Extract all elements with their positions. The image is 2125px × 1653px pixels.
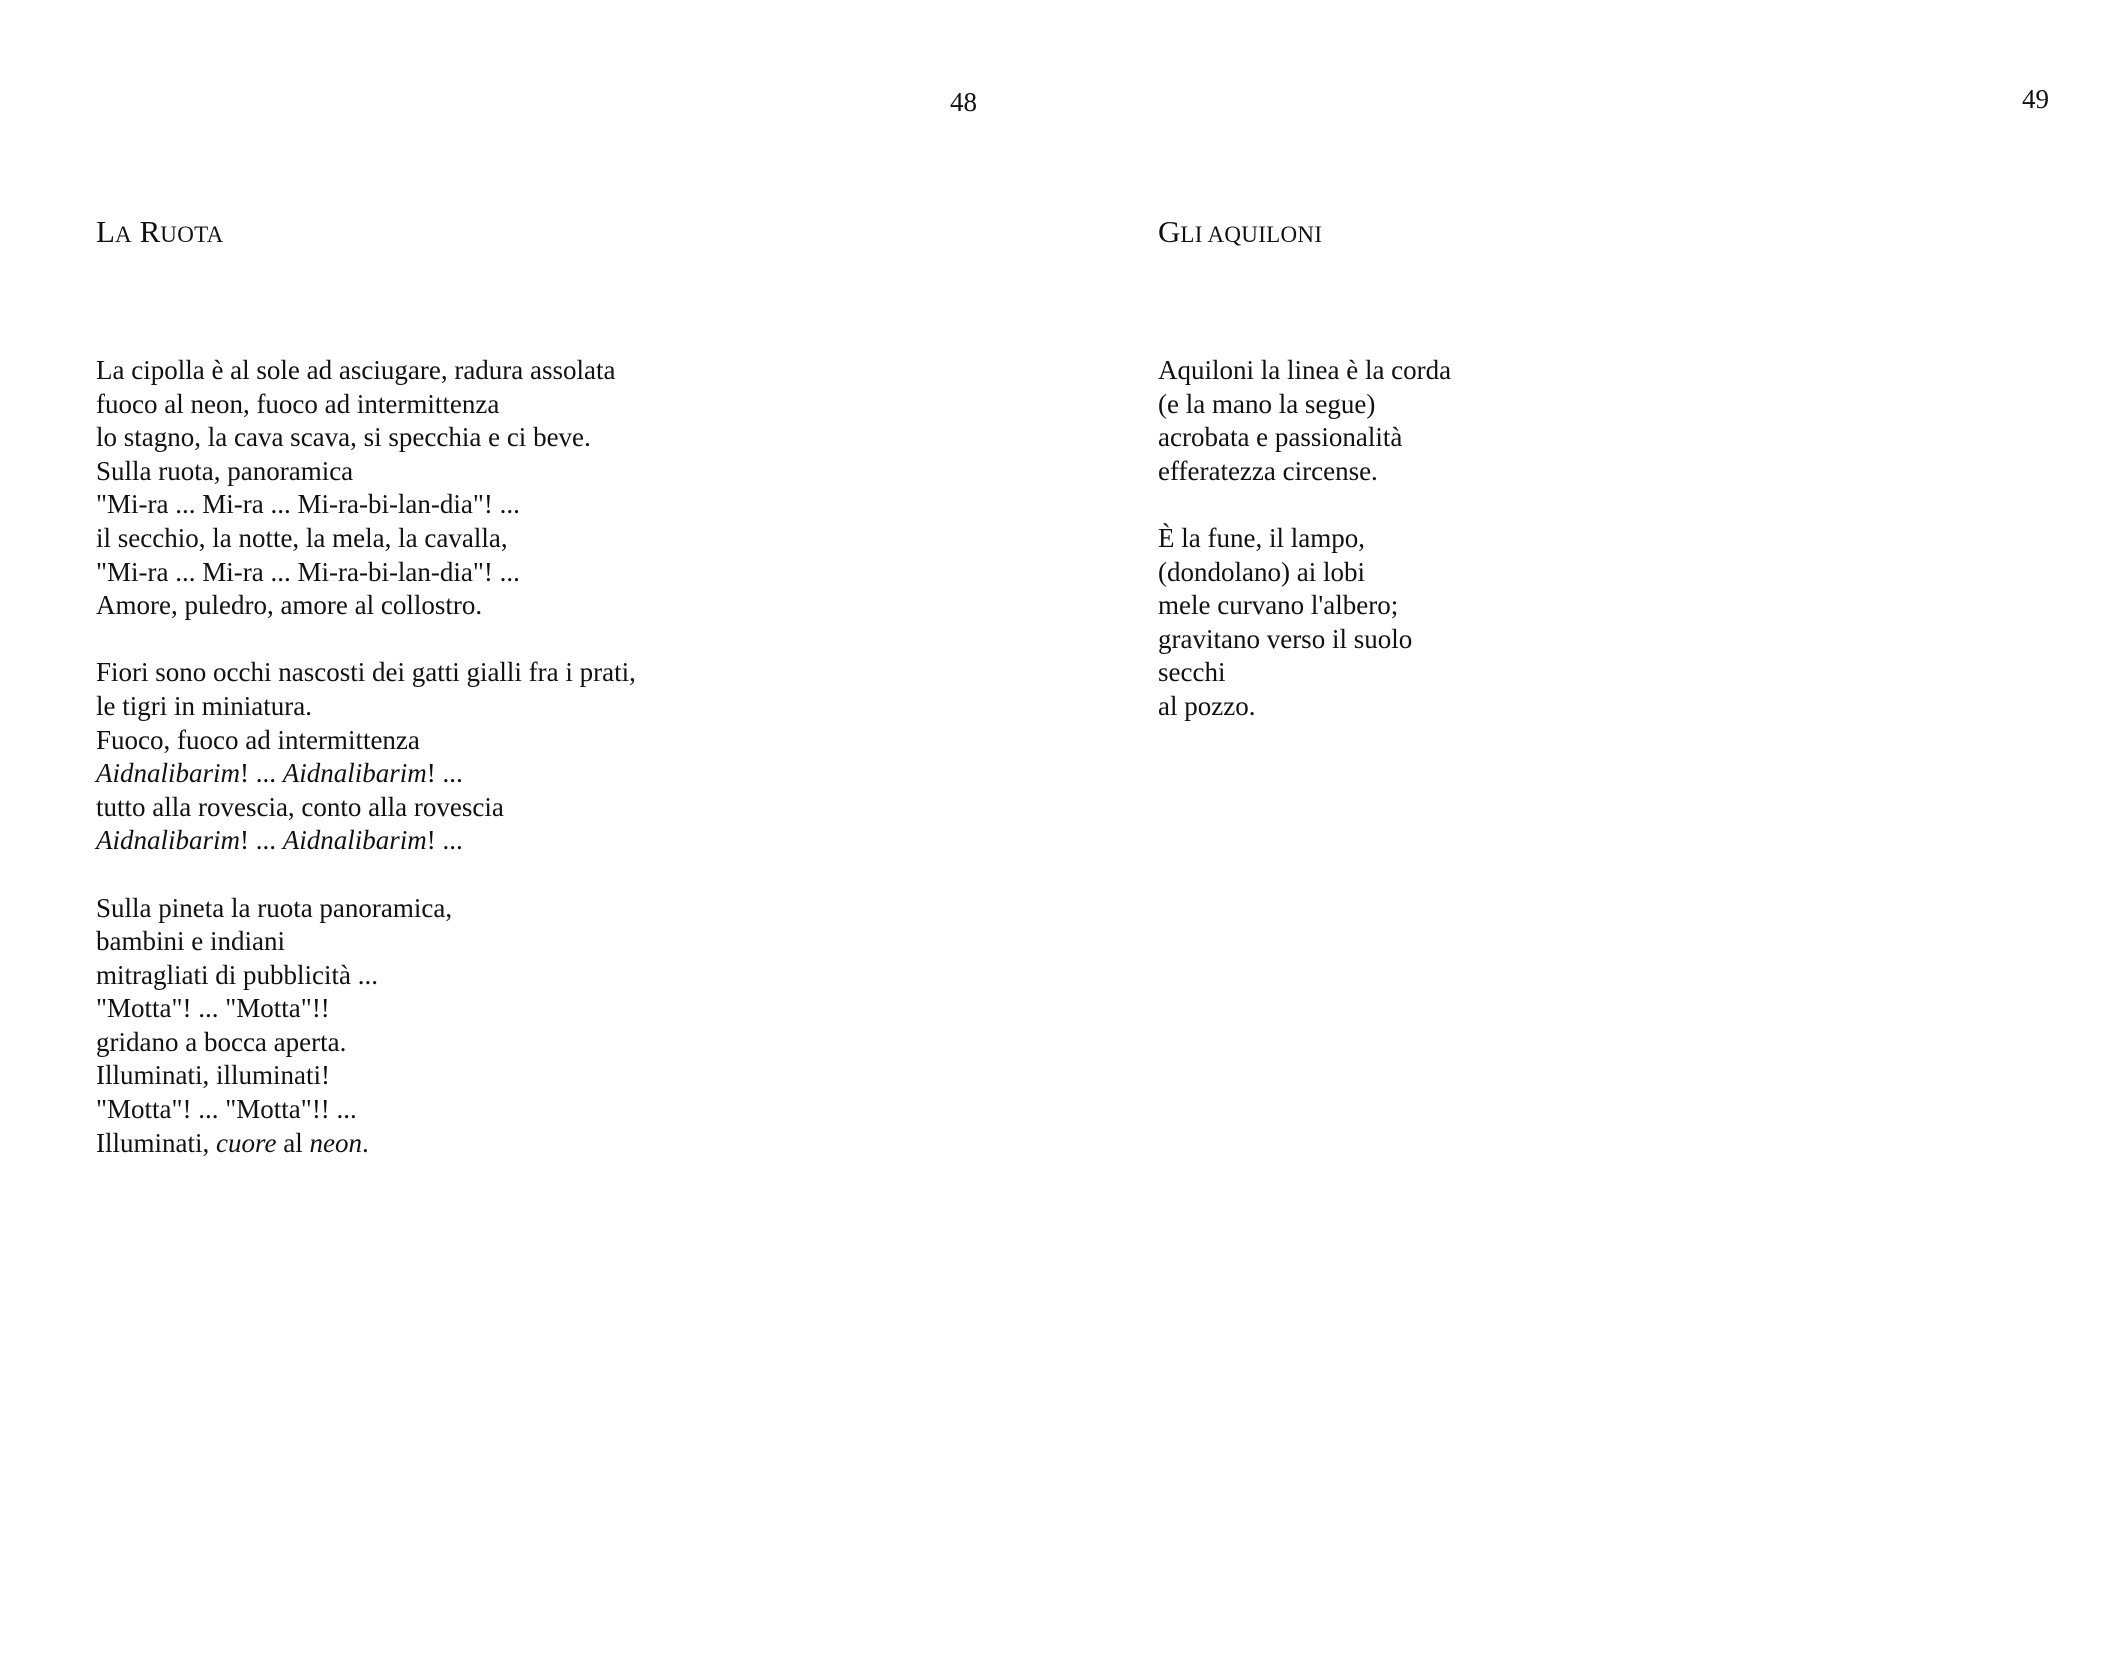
title-smallcaps: LI AQUILONI (1180, 222, 1323, 247)
poem-line (96, 488, 636, 522)
poem-line (1158, 690, 1451, 724)
title-initial: G (1158, 214, 1181, 249)
line-text: ! ... (426, 758, 463, 789)
stanza (1158, 522, 1451, 724)
poem-line (96, 556, 636, 590)
line-text: gravitano verso il suolo (1158, 623, 1413, 654)
line-text: ! ... (240, 825, 283, 856)
line-text: . (361, 1127, 369, 1158)
line-text: La cipolla è al sole ad asciugare, radura assolata (96, 355, 616, 385)
stanza (1158, 354, 1451, 488)
poem-line (96, 757, 636, 791)
line-text: ! ... (240, 758, 283, 789)
poem-line (96, 1093, 636, 1127)
poem-line (96, 1127, 636, 1161)
line-text: "Motta"! ... "Motta"!! (96, 993, 330, 1024)
line-text: (e la mano la segue) (1158, 388, 1376, 419)
poem-line (96, 589, 636, 623)
line-text: Fuoco, fuoco ad intermittenza (96, 724, 420, 755)
line-text: il secchio, la notte, la mela, la cavalla, (96, 522, 508, 553)
line-text: mele curvano l'albero; (1158, 590, 1399, 621)
poem-line (1158, 421, 1451, 455)
poem-title-la-ruota (96, 214, 224, 253)
stanza (96, 892, 636, 1161)
poem-line (96, 656, 636, 690)
line-text: al pozzo. (1158, 690, 1256, 721)
italic-text: neon (309, 1127, 362, 1158)
line-text: Illuminati, (96, 1127, 216, 1158)
title-smallcaps: A (114, 222, 132, 247)
poem-line (96, 925, 636, 959)
left-page (0, 0, 1062, 1653)
page-number-left: 48 (950, 87, 977, 117)
poem-line (1158, 388, 1451, 422)
poem-line (96, 892, 636, 926)
poem-line (96, 455, 636, 489)
poem-line (1158, 556, 1451, 590)
poem-line (96, 690, 636, 724)
title-smallcaps: UOTA (160, 222, 224, 247)
poem-line (96, 421, 636, 455)
italic-text: Aidnalibarim (96, 825, 241, 856)
line-text: al (276, 1127, 310, 1158)
stanza (96, 354, 636, 623)
line-text: Fiori sono occhi nascosti dei gatti gialli fra i prati, (96, 657, 636, 688)
line-text: efferatezza circense. (1158, 455, 1378, 486)
line-text: "Mi-ra ... Mi-ra ... Mi-ra-bi-lan-dia"! ... (96, 489, 520, 520)
line-text: "Mi-ra ... Mi-ra ... Mi-ra-bi-lan-dia"! ... (96, 556, 520, 587)
line-text: fuoco al neon, fuoco ad intermittenza (96, 388, 500, 419)
poem-line (1158, 522, 1451, 556)
poem-line (96, 824, 636, 858)
poem-line (1158, 354, 1451, 388)
line-text: Sulla pineta la ruota panoramica, (96, 892, 453, 923)
line-text: (dondolano) ai lobi (1158, 556, 1365, 587)
stanza (96, 656, 636, 858)
poem-line (96, 522, 636, 556)
line-text: lo stagno, la cava scava, si specchia e ci beve. (96, 422, 591, 453)
poem-line (1158, 455, 1451, 489)
line-text: le tigri in miniatura. (96, 690, 312, 721)
line-text: Amore, puledro, amore al collostro. (96, 590, 483, 621)
line-text: bambini e indiani (96, 926, 285, 957)
title-initial: R (139, 214, 161, 249)
line-text: Aquiloni la linea è la corda (1158, 355, 1452, 385)
line-text: È la fune, il lampo, (1158, 522, 1365, 553)
poem-body-la-ruota (96, 354, 636, 1194)
poem-line (96, 1026, 636, 1060)
line-text: acrobata e passionalità (1158, 422, 1403, 453)
poem-line (96, 354, 636, 388)
page-number-right: 49 (2022, 84, 2049, 114)
italic-text: Aidnalibarim (282, 825, 427, 856)
italic-text: Aidnalibarim (96, 758, 241, 789)
line-text: "Motta"! ... "Motta"!! ... (96, 1094, 357, 1125)
italic-text: Aidnalibarim (282, 758, 427, 789)
poem-line (96, 791, 636, 825)
poem-line (1158, 656, 1451, 690)
poem-line (96, 959, 636, 993)
title-initial: L (96, 214, 115, 249)
line-text: tutto alla rovescia, conto alla rovescia (96, 791, 504, 822)
italic-text: cuore (215, 1127, 277, 1158)
poem-body-gli-aquiloni (1158, 354, 1451, 757)
poem-line (96, 724, 636, 758)
line-text: Illuminati, illuminati! (96, 1060, 330, 1091)
right-page (1062, 0, 2125, 1653)
line-text: secchi (1158, 657, 1226, 688)
line-text: Sulla ruota, panoramica (96, 455, 354, 486)
poem-line (1158, 623, 1451, 657)
poem-line (96, 1059, 636, 1093)
line-text: gridano a bocca aperta. (96, 1026, 347, 1057)
poem-line (1158, 589, 1451, 623)
poem-line (96, 992, 636, 1026)
poem-title-gli-aquiloni (1158, 214, 1322, 253)
poem-line (96, 388, 636, 422)
line-text: mitragliati di pubblicità ... (96, 959, 378, 990)
line-text: ! ... (426, 825, 463, 856)
